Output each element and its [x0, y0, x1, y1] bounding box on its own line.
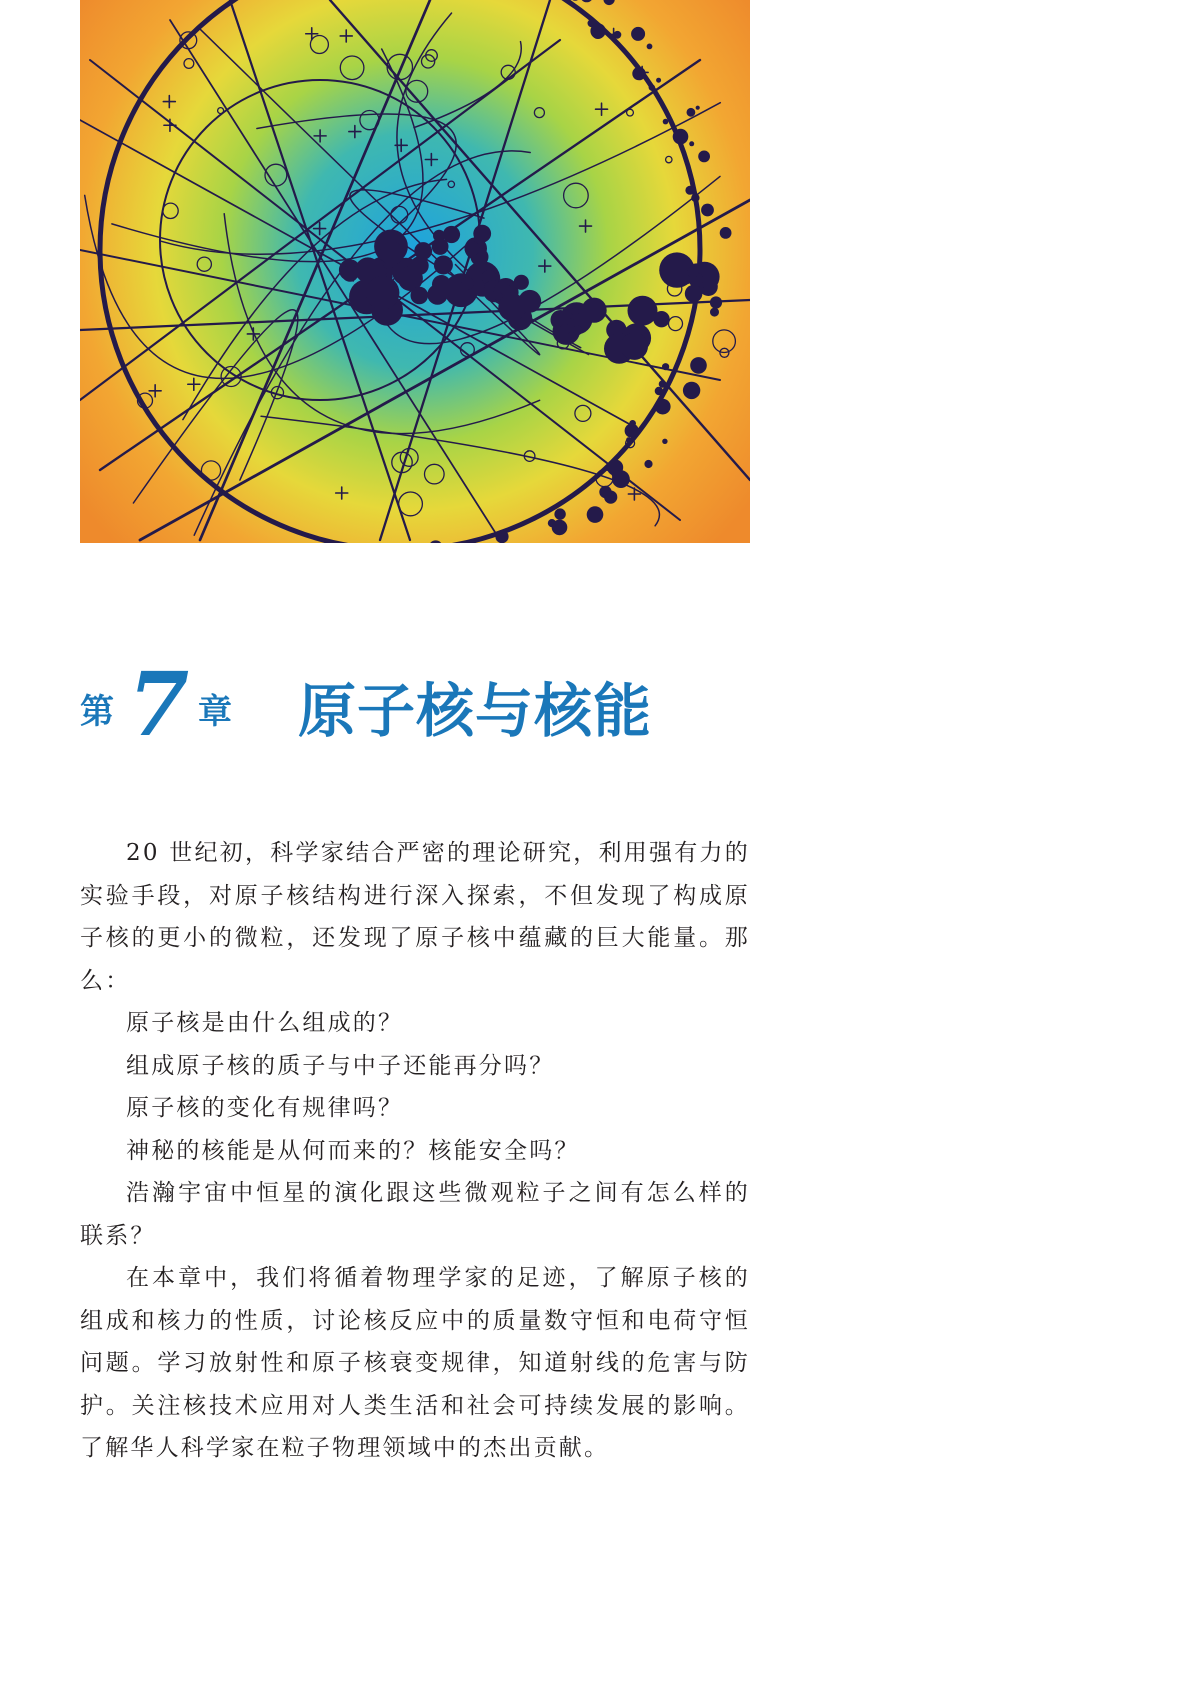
- interaction-blob: [514, 275, 529, 290]
- edge-debris: [644, 460, 652, 468]
- intro-question: 神秘的核能是从何而来的？核能安全吗？: [126, 1137, 580, 1164]
- interaction-blob: [653, 311, 669, 327]
- edge-debris: [710, 296, 722, 308]
- intro-question: 原子核的变化有规律吗？: [126, 1095, 404, 1121]
- edge-debris: [599, 486, 611, 498]
- edge-debris: [626, 437, 631, 442]
- interaction-blob: [571, 307, 579, 315]
- edge-debris: [698, 151, 710, 163]
- chapter-suffix: 章: [198, 692, 232, 732]
- edge-debris: [687, 267, 698, 278]
- edge-debris: [629, 420, 636, 427]
- edge-debris: [647, 44, 653, 50]
- interaction-blob: [465, 241, 480, 256]
- edge-debris: [690, 357, 707, 374]
- interaction-blob: [628, 296, 658, 326]
- intro-paragraph: 20 世纪初，科学家结合严密的理论研究，利用强有力的实验手段，对原子核结构进行深入探索，不但发现了构成原子核的更小的微粒，还发现了原子核中蕴藏的巨大能量。那么：: [80, 840, 750, 994]
- interaction-blob: [685, 285, 703, 303]
- interaction-blob: [500, 284, 511, 295]
- interaction-blob: [427, 284, 447, 304]
- edge-debris: [631, 27, 645, 41]
- edge-debris: [655, 387, 663, 395]
- chapter-title: 原子核与核能: [298, 677, 653, 745]
- bubble-chamber-tracks-image: [80, 0, 750, 543]
- interaction-blob: [434, 256, 453, 275]
- edge-debris: [632, 67, 645, 80]
- chapter-prefix: 第: [80, 692, 114, 732]
- edge-debris: [683, 382, 700, 399]
- edge-debris: [663, 119, 669, 125]
- edge-debris: [552, 520, 568, 536]
- chapter-heading: [80, 652, 760, 760]
- interaction-blob: [518, 290, 541, 313]
- edge-debris: [612, 470, 630, 488]
- edge-debris: [495, 530, 508, 543]
- interaction-blob: [342, 265, 359, 282]
- edge-debris: [699, 283, 704, 288]
- interaction-blob: [410, 256, 429, 275]
- edge-debris: [662, 439, 667, 444]
- edge-debris: [662, 363, 669, 370]
- edge-debris: [689, 141, 694, 146]
- cover-image: [80, 0, 750, 543]
- interaction-blob: [366, 276, 400, 310]
- edge-debris: [655, 399, 671, 415]
- edge-debris: [587, 506, 604, 523]
- edge-debris: [554, 508, 565, 519]
- chapter-introduction: [80, 832, 750, 1470]
- interaction-blob: [560, 324, 571, 335]
- edge-debris: [649, 84, 655, 90]
- interaction-blob: [621, 333, 648, 360]
- edge-debris: [659, 380, 667, 388]
- edge-debris: [614, 31, 622, 39]
- interaction-blob: [461, 277, 473, 289]
- edge-debris: [687, 108, 696, 117]
- interaction-blob: [573, 325, 583, 335]
- edge-debris: [720, 227, 732, 239]
- edge-debris: [701, 204, 714, 217]
- edge-debris: [691, 194, 699, 202]
- edge-debris: [685, 186, 694, 195]
- intro-paragraph: 在本章中，我们将循着物理学家的足迹，了解原子核的组成和核力的性质，讨论核反应中的质量数守恒和电荷守恒问题。学习放射性和原子核衰变规律，知道射线的危害与防护。关注核技术应用对人类生活和社会可持续发展的影响。了解华人科学家在粒子物理领域中的杰出贡献。: [80, 1265, 750, 1461]
- intro-question: 原子核是由什么组成的？: [126, 1010, 404, 1036]
- edge-debris: [673, 129, 689, 145]
- edge-debris: [696, 106, 700, 110]
- interaction-blob: [432, 238, 449, 255]
- edge-debris: [710, 308, 719, 317]
- edge-debris: [656, 78, 661, 83]
- interaction-blob: [380, 242, 404, 266]
- edge-debris: [590, 23, 605, 38]
- interaction-blob: [411, 287, 429, 305]
- chapter-number: 7: [128, 652, 190, 756]
- intro-question: 组成原子核的质子与中子还能再分吗？: [126, 1052, 555, 1079]
- intro-question: 浩瀚宇宙中恒星的演化跟这些微观粒子之间有怎么样的联系？: [80, 1180, 750, 1249]
